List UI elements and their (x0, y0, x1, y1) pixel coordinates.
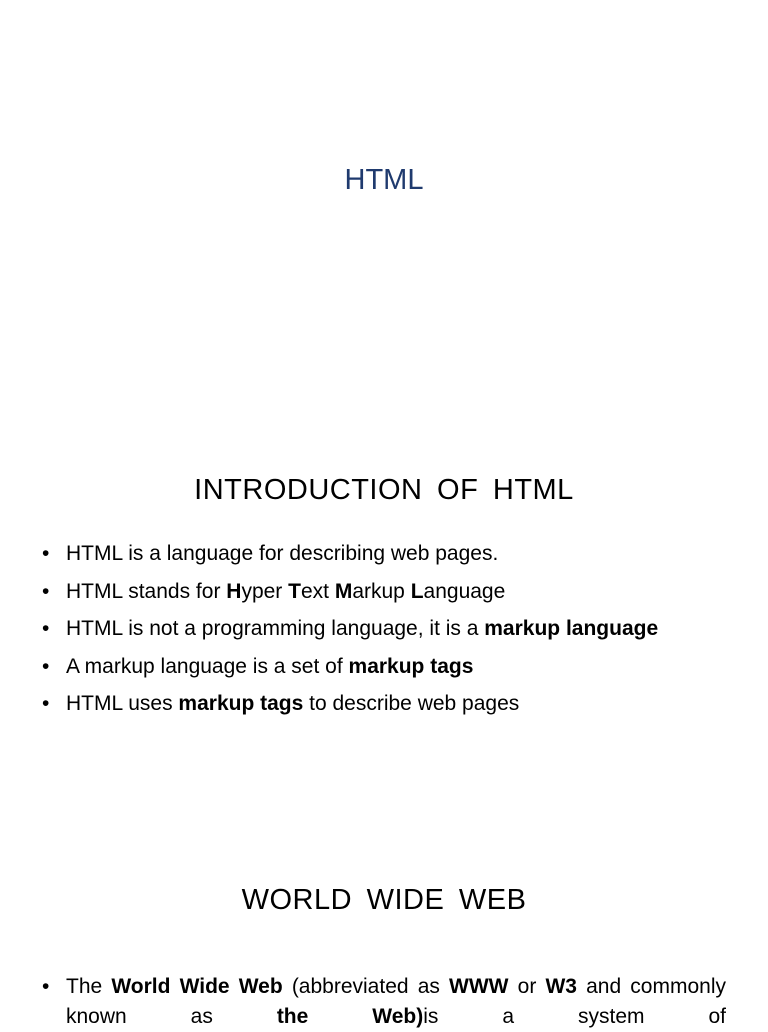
bullet-dot-icon: • (42, 654, 50, 678)
text-run: ext (300, 579, 335, 603)
text-run: HTML is not a programming language, it is a (66, 617, 485, 640)
text-run: HTML is a language for describing web pages. (66, 542, 499, 565)
bold-text: the Web) (276, 1005, 424, 1028)
bullet-dot-icon: • (42, 692, 50, 715)
intro-bullet-3 (42, 615, 728, 653)
text-run: A markup language is a set of (66, 654, 349, 678)
bold-text: L (410, 579, 424, 603)
text-run: is a system of (423, 1005, 726, 1028)
text-run: The (66, 975, 112, 998)
bullet-dot-icon: • (42, 579, 50, 603)
text-run: to describe web pages (303, 692, 520, 715)
bold-text: H (226, 579, 242, 603)
www-bullet-1 (42, 972, 726, 1032)
intro-bullet-2 (42, 578, 728, 616)
text-run: anguage (423, 579, 506, 603)
bullet-dot-icon: • (42, 975, 50, 998)
bold-text: markup language (484, 617, 659, 640)
text-run: (abbreviated as (282, 975, 450, 998)
slide-title: HTML (344, 164, 424, 196)
intro-bullet-list (42, 540, 728, 728)
intro-heading: INTRODUCTION OF HTML (194, 474, 574, 506)
text-run: HTML stands for (66, 579, 227, 603)
text-run: yper (241, 579, 289, 603)
bold-text: T (288, 579, 301, 603)
bold-text: World Wide Web (111, 975, 283, 998)
text-run: and commonly known as (66, 975, 726, 1028)
www-bullet-list (42, 972, 726, 1032)
bold-text: markup tags (348, 654, 474, 678)
text-run: or (508, 975, 546, 998)
intro-bullet-4 (42, 653, 728, 691)
bullet-dot-icon: • (42, 542, 50, 565)
text-run: arkup (352, 579, 411, 603)
text-run: HTML uses (66, 692, 179, 715)
bold-text: M (334, 579, 353, 603)
www-heading: WORLD WIDE WEB (241, 884, 527, 916)
bold-text: W3 (545, 975, 577, 998)
bold-text: WWW (449, 975, 509, 998)
bold-text: markup tags (178, 692, 304, 715)
intro-bullet-5 (42, 690, 728, 728)
bullet-dot-icon: • (42, 617, 50, 640)
intro-bullet-1 (42, 540, 728, 578)
